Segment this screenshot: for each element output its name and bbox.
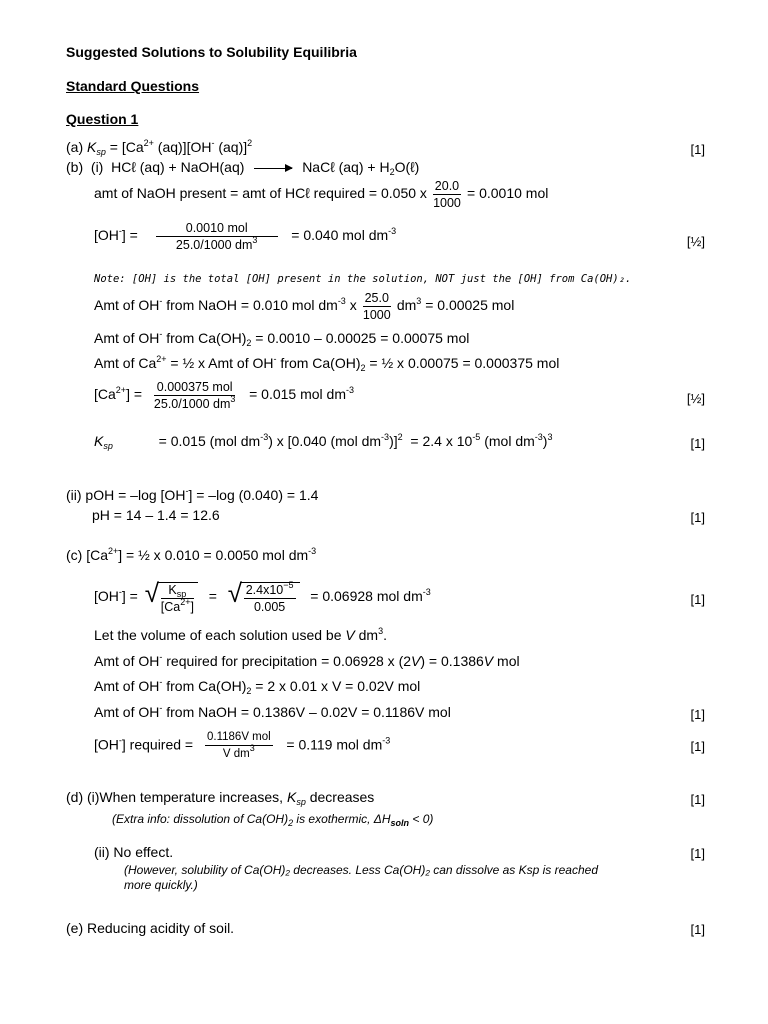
b-oh-conc-line: [OH-] = $\frac{\text{0.0010 mol}}{25.0/1000 dm^3}$ = 0.040 mol $dm^{-3}$	[94, 221, 397, 252]
part-b-equation: (b) (i) HCℓ (aq) + NaOH(aq) NaCℓ $(aq) + H_2O(\ell)$	[66, 159, 420, 177]
d-ii-line: (ii) No effect.	[94, 844, 174, 860]
d-extra-info: (Extra info: dissolution of $Ca(OH)_2$ is exothermic, $\Delta H_{soln} < 0$)	[112, 812, 434, 828]
part-a-line: (a) $K_{sp} = [Ca^{2+}$ (aq)][OH- (aq)]$^2$	[66, 138, 253, 157]
mark-e: [1]	[690, 922, 705, 937]
c-oh-from-caoh2-line: Amt of OH- from $Ca(OH)_2 = 2$ x 0.01 x V = 0.02V mol	[94, 677, 421, 696]
b-amt-naoh-line: amt of NaOH present = amt of HCℓ required = 0.050 x $\frac{20.0}{1000}$ = 0.0010 mol	[94, 179, 549, 210]
mark-b-ii: [1]	[690, 510, 705, 525]
b-oh-from-caoh2-line: Amt of OH- from $Ca(OH)_2 = 0.0010 - 0.00025 = 0.00075$ mol	[94, 329, 470, 348]
b-ii-poh-line: (ii) pOH = –log [OH-] = –log (0.040) = 1.4	[66, 486, 319, 503]
fraction: $\frac{20.0}{1000}$	[433, 179, 461, 210]
d-ii-however-line1: (However, solubility of Ca(OH)₂ decreases. Less Ca(OH)₂ can dissolve as Ksp is reached	[124, 863, 598, 877]
reaction-arrow-icon	[254, 168, 292, 169]
fraction: $\frac{\text{0.0010 mol}}{25.0/1000 dm^3}$	[156, 222, 278, 251]
mark-d-i: [1]	[690, 792, 705, 807]
note-text: Note: [OH] is the total [OH] present in the solution, NOT just the [OH] from Ca(OH)₂.	[94, 273, 632, 285]
fraction: $\frac{25.0}{1000}$	[362, 291, 391, 322]
e-line: (e) Reducing acidity of soil.	[66, 920, 235, 936]
document-title: Suggested Solutions to Solubility Equilibria	[66, 44, 357, 60]
square-root-icon: √ $\frac{K_{sp}}{[Ca^{2+}]}$	[145, 582, 198, 613]
c-oh-required-line: Amt of OH- required for precipitation = 0.06928 x (2V) = 0.1386V mol	[94, 652, 520, 669]
c-oh-sqrt-line: [OH-] = √ $\frac{K_{sp}}{[Ca^{2+}]}$ = √ $\frac{2.4x10^{-5}}{0.005}$ = 0.06928 mol $dm^{-3}$	[94, 578, 431, 614]
mark-b-oh: [½]	[686, 234, 705, 249]
b-ca-amt-line: Amt of $Ca^{2+}$ = ½ x Amt of OH- from $Ca(OH)_2$ = ½ x 0.00075 = 0.000375 mol	[94, 354, 560, 373]
d-ii-however-line2: more quickly.)	[124, 878, 198, 892]
c-volume-line: Let the volume of each solution used be V $dm^3$.	[94, 626, 387, 643]
mark-c-final: [1]	[690, 739, 705, 754]
fraction: $\frac{\text{0.000375 mol}}{25.0/1000 dm^3}$	[153, 380, 236, 411]
mark-d-ii: [1]	[690, 846, 705, 861]
b-ca-conc-line: $[Ca^{2+}]$ = $\frac{\text{0.000375 mol}}{25.0/1000 dm^3}$ = 0.015 mol $dm^{-3}$	[94, 380, 355, 411]
mark-c-naoh: [1]	[690, 707, 705, 722]
question-heading: Question 1	[66, 111, 139, 127]
b-oh-from-naoh-line: Amt of OH- from NaOH = 0.010 mol $dm^{-3}$ x $\frac{25.0}{1000}$ $dm^3 = 0.00025$ mol	[94, 291, 515, 322]
mark-c-oh: [1]	[690, 592, 705, 607]
mark-b-ksp: [1]	[690, 436, 705, 451]
c-oh-required-conc-line: [OH-] required = $\frac{\text{0.1186V mol}}{V dm^3}$ = 0.119 mol $dm^{-3}$	[94, 731, 391, 760]
mark-a: [1]	[690, 142, 705, 157]
section-heading: Standard Questions	[66, 78, 200, 94]
c-oh-from-naoh-line: Amt of OH- from NaOH = 0.1386V – 0.02V = 0.1186V mol	[94, 703, 451, 720]
d-i-line: (d) (i)When temperature increases, $K_{sp}$ decreases	[66, 789, 375, 807]
fraction: $\frac{\text{0.1186V mol}}{V dm^3}$	[207, 731, 271, 760]
b-ii-ph-line: pH = 14 – 1.4 = 12.6	[92, 507, 220, 523]
c-ca-conc-line: (c) $[Ca^{2+}]$ = ½ x 0.010 = 0.0050 mol $dm^{-3}$	[66, 546, 317, 563]
mark-b-ca: [½]	[686, 391, 705, 406]
fraction: $\frac{2.4x10^{-5}}{0.005}$	[245, 580, 294, 614]
square-root-icon: √ $\frac{2.4x10^{-5}}{0.005}$	[228, 582, 300, 613]
fraction: $\frac{K_{sp}}{[Ca^{2+}]}$	[160, 583, 194, 614]
b-ksp-calc-line: $K_{sp} = 0.015$ (mol $dm^{-3}$) x [0.040 (mol $dm^{-3})]^2 = 2.4$ x $10^{-5}$ (mol $dm^{-3})^3$	[94, 432, 553, 451]
